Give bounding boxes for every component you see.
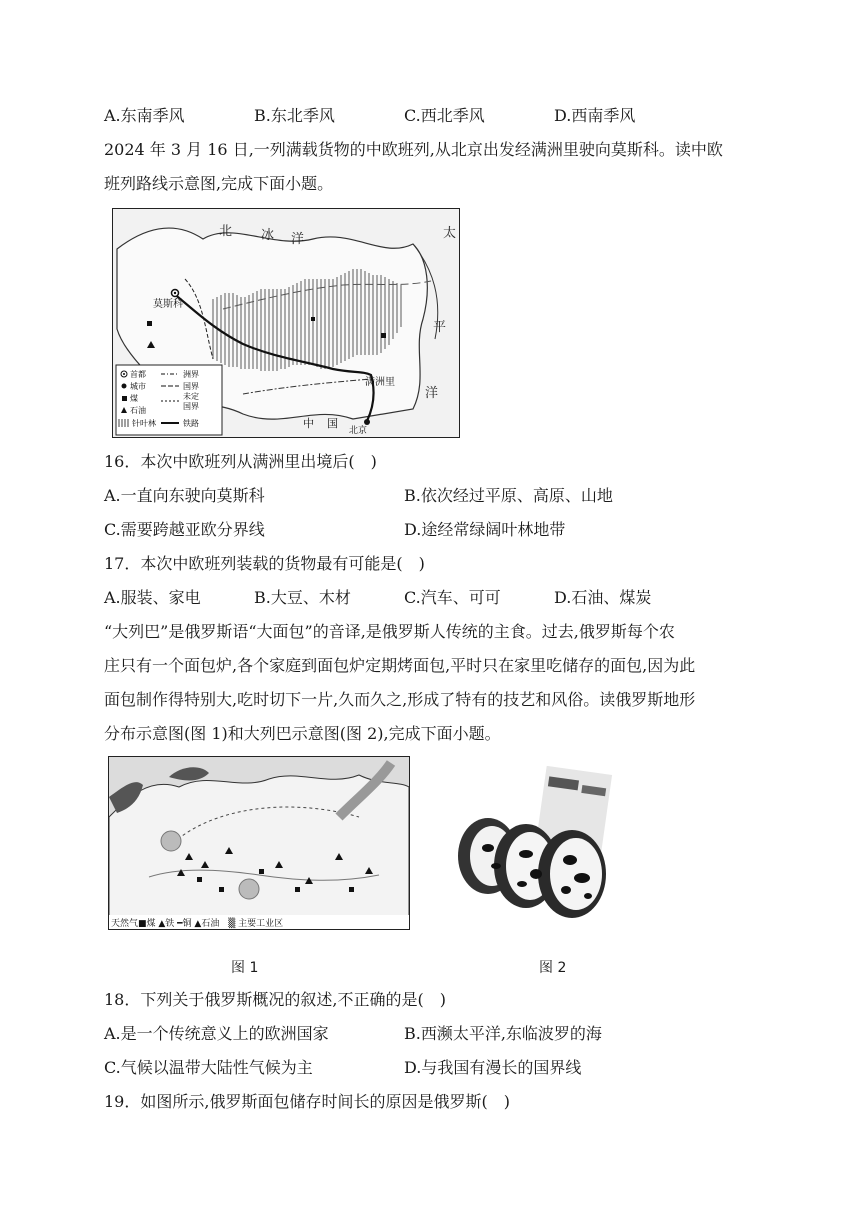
- intro2-line4: 分布示意图(图 1)和大列巴示意图(图 2),完成下面小题。: [104, 724, 501, 743]
- q17-stem: 17．本次中欧班列装载的货物最有可能是( ): [104, 554, 425, 573]
- legend-city: 城市: [130, 382, 146, 391]
- country-label-zhong: 中: [303, 417, 314, 430]
- q17-option-a: A.服装、家电: [104, 588, 201, 607]
- ocean-label-bing: 冰: [261, 228, 275, 243]
- intro1-line2: 班列路线示意图,完成下面小题。: [104, 174, 334, 193]
- q16-option-a: A.一直向东驶向莫斯科: [104, 486, 265, 505]
- russia-resource-map: [108, 756, 410, 930]
- map2-legend: 天然气■煤 ▲铁 ━铜 ▲石油 ▒ 主要工业区: [111, 919, 284, 929]
- legend-conifer: 针叶林: [132, 419, 156, 428]
- q17-option-c: C.汽车、可可: [404, 588, 501, 607]
- q16-option-c: C.需要跨越亚欧分界线: [104, 520, 265, 539]
- ocean-label-bei: 北: [219, 224, 233, 239]
- ocean-label-yang2: 洋: [425, 386, 439, 401]
- ocean-label-ping: 平: [433, 320, 447, 335]
- country-label-guo: 国: [327, 417, 338, 430]
- q18-option-d: D.与我国有漫长的国界线: [404, 1058, 582, 1077]
- legend-national-boundary: 国界: [183, 382, 199, 391]
- intro2-line2: 庄只有一个面包炉,各个家庭到面包炉定期烤面包,平时只在家里吃储存的面包,因为此: [104, 656, 696, 675]
- ocean-label-yang: 洋: [291, 232, 305, 247]
- legend-continent-boundary: 洲界: [183, 370, 199, 379]
- q15-option-c: C.西北季风: [404, 106, 485, 125]
- q16-stem: 16．本次中欧班列从满洲里出境后( ): [104, 452, 377, 471]
- railway-route-map: [112, 208, 460, 438]
- legend-undefined: 未定: [183, 392, 199, 401]
- legend-capital: 首都: [130, 370, 146, 379]
- q15-option-b: B.东北季风: [254, 106, 335, 125]
- city-label-beijing: 北京: [349, 426, 368, 436]
- legend-undefined-boundary: 国界: [183, 402, 199, 411]
- q18-option-b: B.西濒太平洋,东临波罗的海: [404, 1024, 602, 1043]
- q15-option-a: A.东南季风: [104, 106, 185, 125]
- intro2-line1: “大列巴”是俄罗斯语“大面包”的音译,是俄罗斯人传统的主食。过去,俄罗斯每个农: [104, 622, 675, 641]
- q15-option-d: D.西南季风: [554, 106, 636, 125]
- legend-oil: 石油: [130, 406, 146, 415]
- city-label-moscow: 莫斯科: [153, 299, 183, 310]
- q16-option-b: B.依次经过平原、高原、山地: [404, 486, 613, 505]
- legend-coal: 煤: [130, 394, 138, 403]
- q19-stem: 19．如图所示,俄罗斯面包储存时间长的原因是俄罗斯( ): [104, 1092, 510, 1111]
- figure1-caption: 图 1: [231, 960, 259, 976]
- q18-stem: 18．下列关于俄罗斯概况的叙述,不正确的是( ): [104, 990, 446, 1009]
- city-label-manzhouli: 满洲里: [365, 377, 395, 388]
- q17-option-b: B.大豆、木材: [254, 588, 351, 607]
- q17-option-d: D.石油、煤炭: [554, 588, 652, 607]
- q16-option-d: D.途经常绿阔叶林地带: [404, 520, 566, 539]
- intro1-line1: 2024 年 3 月 16 日,一列满载货物的中欧班列,从北京出发经满洲里驶向莫斯科。读中欧: [104, 140, 723, 159]
- figure2-caption: 图 2: [539, 960, 567, 976]
- ocean-label-tai: 太: [443, 226, 457, 241]
- dalieba-bread-image: [448, 766, 618, 926]
- q18-option-a: A.是一个传统意义上的欧洲国家: [104, 1024, 329, 1043]
- map1-legend: [116, 365, 222, 435]
- intro2-line3: 面包制作得特别大,吃时切下一片,久而久之,形成了特有的技艺和风俗。读俄罗斯地形: [104, 690, 696, 709]
- q18-option-c: C.气候以温带大陆性气候为主: [104, 1058, 313, 1077]
- legend-railway: 铁路: [183, 419, 199, 428]
